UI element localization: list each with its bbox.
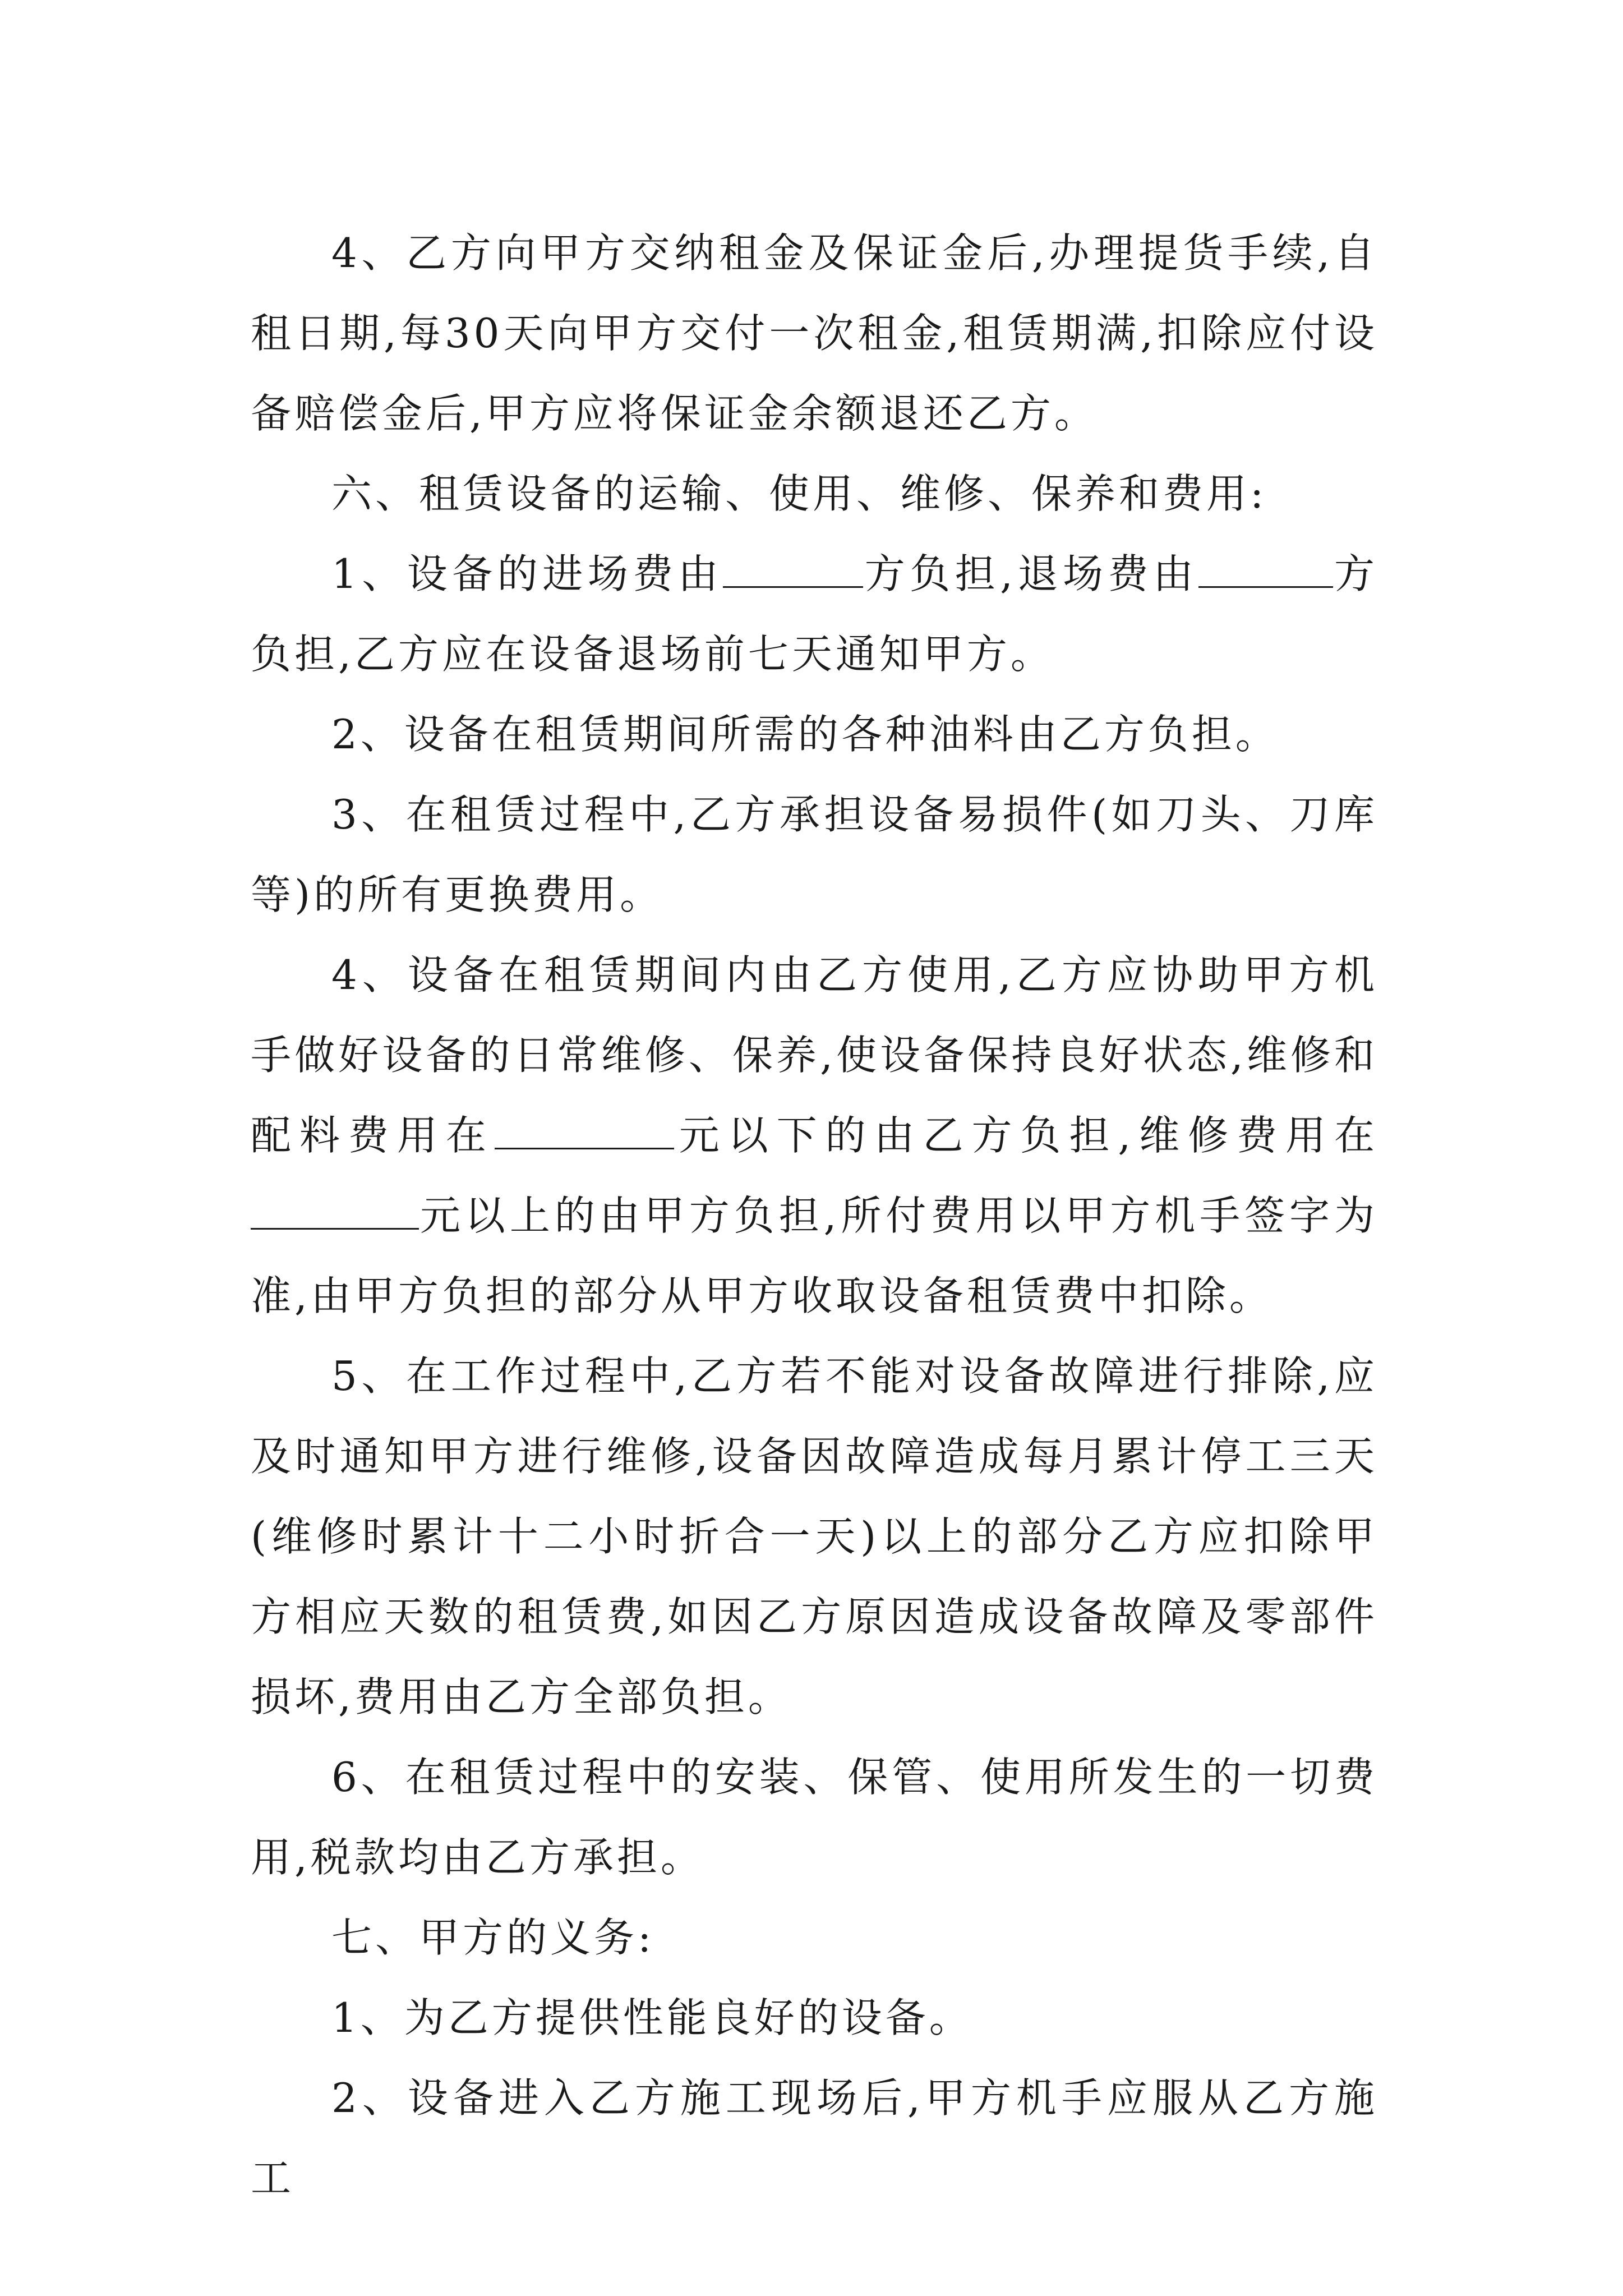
clause-6-4-paragraph — [251, 935, 1378, 1336]
repair-upper-limit-blank — [251, 1189, 419, 1230]
clause-6-1-text-b: 方负担,退场费由 — [863, 550, 1198, 597]
clause-6-4-text-b: 元以下的由乙方负担,维修费用在 — [674, 1112, 1378, 1159]
repair-lower-limit-blank — [495, 1108, 674, 1149]
exit-fee-party-blank — [1198, 547, 1333, 588]
clause-6-1-paragraph — [251, 534, 1378, 694]
clause-7-2-paragraph: 2、设备进入乙方施工现场后,甲方机手应服从乙方施工 — [251, 2074, 1378, 2202]
clause-6-6-paragraph: 6、在租赁过程中的安装、保管、使用所发生的一切费用,税款均由乙方承担。 — [251, 1754, 1378, 1881]
clause-5-4-paragraph: 4、乙方向甲方交纳租金及保证金后,办理提货手续,自租日期,每30天向甲方交付一次租金,租赁期满,扣除应付设备赔偿金后,甲方应将保证金余额退还乙方。 — [251, 229, 1378, 437]
clause-6-1-text-c: 方负担,乙方应在设备退场前七天通知甲方。 — [251, 550, 1378, 678]
clause-6-2-paragraph: 2、设备在租赁期间所需的各种油料由乙方负担。 — [331, 711, 1279, 758]
clause-7-1-paragraph: 1、为乙方提供性能良好的设备。 — [331, 1994, 973, 2041]
entry-fee-party-blank — [723, 547, 863, 588]
section-7-heading: 七、甲方的义务: — [331, 1914, 655, 1961]
clause-6-1-text-a: 1、设备的进场费由 — [331, 550, 723, 597]
clause-6-5-paragraph: 5、在工作过程中,乙方若不能对设备故障进行排除,应及时通知甲方进行维修,设备因故障造成每月累计停工三天(维修时累计十二小时折合一天)以上的部分乙方应扣除甲方相应天数的租赁费,如因乙方原因造成设备故障及零部件损坏,费用由乙方全部负担。 — [251, 1352, 1378, 1720]
clause-6-4-text-a: 4、设备在租赁期间内由乙方使用,乙方应协助甲方机手做好设备的日常维修、保养,使设备保持良好状态,维修和配料费用在 — [251, 951, 1378, 1159]
clause-6-4-text-c: 元以上的由甲方负担,所付费用以甲方机手签字为准,由甲方负担的部分从甲方收取设备租赁费中扣除。 — [251, 1192, 1378, 1319]
document-body — [251, 213, 1378, 2219]
clause-6-3-paragraph: 3、在租赁过程中,乙方承担设备易损件(如刀头、刀库等)的所有更换费用。 — [251, 791, 1378, 918]
section-6-heading: 六、租赁设备的运输、使用、维修、保养和费用: — [331, 470, 1267, 517]
